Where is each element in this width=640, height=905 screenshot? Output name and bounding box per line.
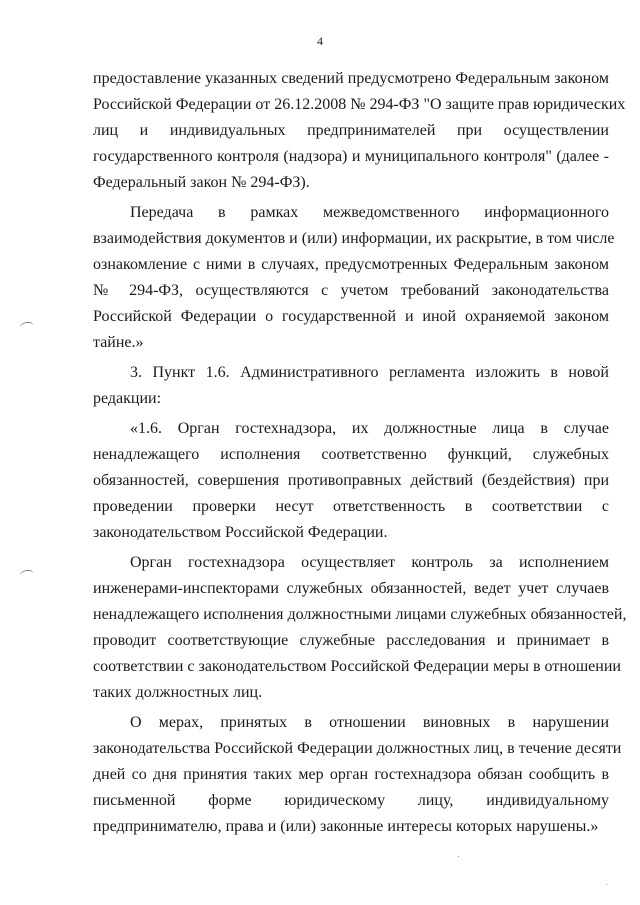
paragraph	[93, 550, 627, 706]
text-line: таких должностных лиц.	[93, 684, 263, 701]
text-line: предпринимателю, права и (или) законные интересы которых нарушены.»	[93, 818, 599, 835]
text-line: законодательством Российской Федерации.	[93, 524, 388, 541]
paragraph	[93, 66, 626, 196]
paragraph	[93, 360, 609, 412]
text-line: ненадлежащего исполнения соответственно функций, служебных	[93, 446, 609, 463]
text-line: законодательства Российской Федерации должностных лиц, в течение десяти	[93, 740, 622, 757]
text-line: Передача в рамках межведомственного информационного	[130, 204, 609, 221]
paragraph	[93, 710, 622, 840]
text-line: лиц и индивидуальных предпринимателей при осуществлении	[93, 122, 609, 139]
text-line: инженерами-инспекторами служебных обязанностей, ведет учет случаев	[93, 580, 609, 597]
text-line: письменной форме юридическому лицу, индивидуальному	[93, 792, 609, 809]
text-line: ненадлежащего исполнения должностными лицами служебных обязанностей,	[93, 606, 627, 623]
text-line: 3. Пункт 1.6. Административного регламента изложить в новой	[130, 364, 609, 381]
text-line: Российской Федерации от 26.12.2008 № 294-ФЗ "О защите прав юридических	[93, 96, 626, 113]
text-line: взаимодействия документов и (или) информации, их раскрытие, в том числе	[93, 230, 615, 247]
text-line: тайне.»	[93, 334, 144, 351]
text-line: соответствии с законодательством Российской Федерации меры в отношении	[93, 658, 621, 675]
scan-speck	[458, 856, 459, 857]
text-line: ознакомление с ними в случаях, предусмотренных Федеральным законом	[93, 256, 609, 273]
text-line: Орган гостехнадзора осуществляет контроль за исполнением	[130, 554, 609, 571]
text-line: Федеральный закон № 294-ФЗ).	[93, 174, 310, 191]
text-line: государственного контроля (надзора) и муниципального контроля" (далее -	[93, 148, 609, 165]
paragraph	[93, 416, 609, 546]
text-line: проводит соответствующие служебные расследования и принимает в	[93, 632, 609, 649]
text-line: обязанностей, совершения противоправных действий (бездействия) при	[93, 472, 609, 489]
text-line: дней со дня принятия таких мер орган гостехнадзора обязан сообщить в	[93, 766, 609, 783]
text-line: предоставление указанных сведений предусмотрено Федеральным законом	[93, 70, 609, 87]
text-line: № 294-ФЗ, осуществляются с учетом требований законодательства	[93, 282, 609, 299]
text-line: редакции:	[93, 390, 162, 407]
text-line: «1.6. Орган гостехнадзора, их должностные лица в случае	[130, 420, 609, 437]
margin-mark	[19, 321, 34, 332]
scan-speck	[606, 884, 607, 885]
text-line: О мерах, принятых в отношении виновных в нарушении	[130, 714, 609, 731]
text-line: проведении проверки несут ответственность в соответствии с	[93, 498, 609, 515]
page-number: 4	[317, 34, 323, 48]
document-body	[93, 66, 627, 844]
paragraph	[93, 200, 615, 356]
margin-mark	[19, 569, 34, 580]
text-line: Российской Федерации о государственной и иной охраняемой законом	[93, 308, 609, 325]
